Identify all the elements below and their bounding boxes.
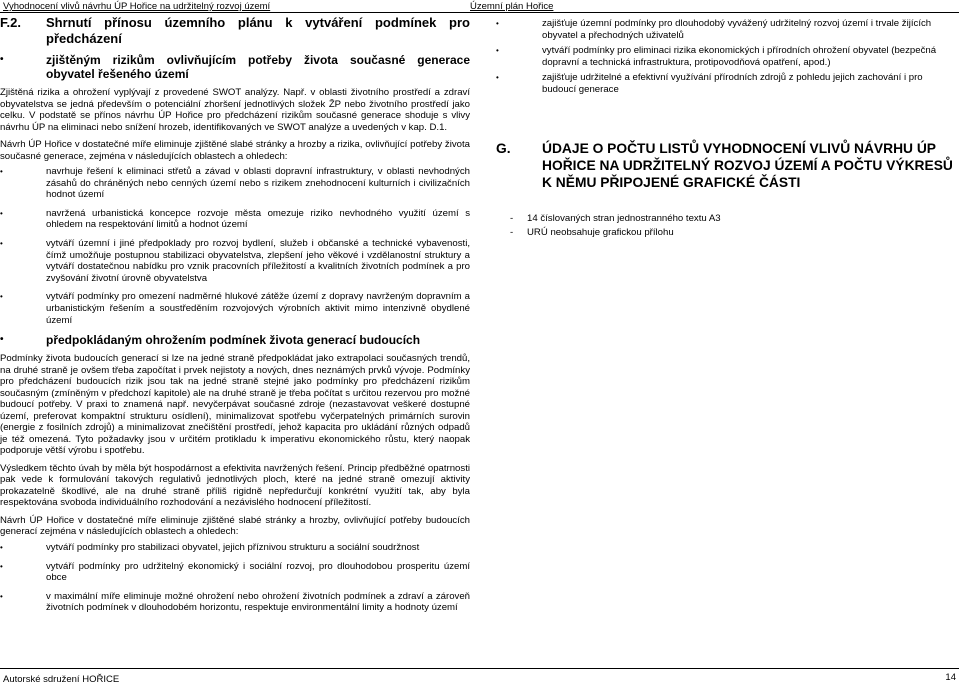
list-item: • vytváří podmínky pro omezení nadměrné hlukové zátěže území z dopravy navrženým dopravním a urbanistickým řešením a soustředěním rozvojových výrobních aktivit mimo intenzivně obydlené území <box>0 291 470 326</box>
list-item: • zajišťuje územní podmínky pro dlouhodobý vyvážený udržitelný rozvoj území i trvale žijících obyvatel a přechodných uživatelů <box>496 18 932 41</box>
section-title: Shrnutí přínosu územního plánu k vytváření podmínek pro předcházení <box>46 15 470 46</box>
right-column <box>496 18 958 242</box>
list-item: • vytváří podmínky pro stabilizaci obyvatel, jejich příznivou strukturu a sociální soudržnost <box>0 541 420 553</box>
bullet-icon: • <box>0 561 3 571</box>
dash-icon: - <box>510 212 514 224</box>
list-item: • vytváří podmínky pro eliminaci rizika ekonomických i přírodních ohrožení obyvatel (bezpečná dopravní a technická infrastruktura, protipovodňová opatření, apod.) <box>496 45 937 68</box>
list-item: • zajišťuje udržitelné a efektivní využívání přírodních zdrojů z pohledu jejich zachování i pro budoucí generace <box>496 72 923 95</box>
section-heading-f2 <box>0 15 470 47</box>
page-number: 14 <box>945 672 956 683</box>
section-number: F.2. <box>0 15 21 30</box>
bullet-icon: • <box>496 46 499 56</box>
list-item: • vytváří podmínky pro udržitelný ekonomický i sociální rozvoj, pro dlouhodobou prosperitu území obce <box>0 560 470 584</box>
list-future-generations <box>0 542 470 614</box>
paragraph-intro-future: Návrh ÚP Hořice v dostatečné míře eliminuje zjištěné slabé stránky a hrozby, ovlivňující potřeby budoucích generací zejména v následujících oblastech a ohledech: <box>0 514 470 538</box>
page-count-list <box>510 213 958 239</box>
bullet-icon: • <box>0 292 3 302</box>
list-item: • vytváří územní i jiné předpoklady pro rozvoj bydlení, služeb i občanské a technické vybavenosti, čímž umožňuje postupnou stabilizaci obyvatelstva, zlepšení jeho věkové i vzdělanostní struktury a vytváří dostatečnou nabídku pro vznik pracovních příležitostí a kvalitních životních podmínek a pro zvyšování životní úrovně obyvatelstva <box>0 237 470 284</box>
subheading-current-generation <box>0 53 470 81</box>
footer-author: Autorské sdružení HOŘICE <box>3 674 120 685</box>
footer-rule <box>0 668 959 669</box>
bullet-icon: • <box>0 54 4 65</box>
bullet-icon: • <box>0 334 4 346</box>
header-rule <box>0 12 959 13</box>
paragraph-intro-current: Návrh ÚP Hořice v dostatečné míře eliminuje zjištěné slabé stránky a hrozby a rizika, ovlivňující potřeby života současné generace, zejména v následujících oblastech a ohledech: <box>0 139 470 162</box>
bullet-icon: • <box>496 19 499 28</box>
subheading-text: předpokládaným ohrožením podmínek života generací budoucích <box>46 333 421 348</box>
bullet-icon: • <box>0 167 3 176</box>
list-item: • navržená urbanistická koncepce rozvoje města omezuje riziko nevhodného využití území s ohledem na respektování limitů a hodnot území <box>0 207 470 231</box>
section-number: G. <box>496 140 511 156</box>
list-item: • navrhuje řešení k eliminaci střetů a závad v oblasti dopravní infrastruktury, v oblasti nevhodných zásahů do chráněných nebo cenných území nebo s rizikem znehodnocení kulturních i civilizačních hodnot území <box>0 166 470 201</box>
header-document-title: Vyhodnocení vlivů návrhu ÚP Hořice na udržitelný rozvoj území <box>3 1 271 12</box>
list-future-generations-continued <box>496 18 958 96</box>
list-item: - 14 číslovaných stran jednostranného textu A3 <box>510 212 721 224</box>
page-header <box>0 0 959 14</box>
section-heading-g <box>496 140 958 191</box>
page-footer <box>0 668 959 685</box>
list-item: • v maximální míře eliminuje možné ohrožení nebo ohrožení životních podmínek a zdraví a zároveň životních podmínek v dlouhodobém horizontu, respektuje environmentální limity a hodnoty území <box>0 590 470 614</box>
paragraph-swot: Zjištěná rizika a ohrožení vyplývají z provedené SWOT analýzy. Např. v oblasti životního prostředí a zdraví obyvatelstva se jedná především o potenciální zhoršení jednotlivých složek ŽP nebo životního prostředí jako celku. V podstatě se přínos návrhu ÚP Hořice pro předcházení rizikům současné generace shoduje s vlivy návrhu ÚP na eliminaci nebo snížení hrozeb, identifikovaných ve SWOT analýze a uvedených v kap. D.1. <box>0 87 470 133</box>
bullet-icon: • <box>0 208 3 218</box>
bullet-icon: • <box>0 238 3 248</box>
left-column <box>0 15 470 621</box>
section-title: ÚDAJE O POČTU LISTŮ VYHODNOCENÍ VLIVŮ NÁVRHU ÚP HOŘICE NA UDRŽITELNÝ ROZVOJ ÚZEMÍ A POČTU VÝKRESŮ K NĚMU PŘIPOJENÉ GRAFICKÉ ČÁSTI <box>542 140 953 190</box>
subheading-text: zjištěným rizikům ovlivňujícím potřeby života současné generace obyvatel řešeného území <box>46 53 470 81</box>
header-plan-title: Územní plán Hořice <box>470 1 554 12</box>
subheading-future-generations <box>0 333 470 347</box>
bullet-icon: • <box>0 591 3 601</box>
paragraph-precaution: Výsledkem těchto úvah by měla být hospodárnost a efektivita navržených řešení. Princip předběžné opatrnosti pak vede k formulování takových regulativů jednotlivých ploch, které na jedné straně omezují aktivity prokazatelně škodlivé, ale na druhé straně příliš rigidně nepředurčují konkrétní využití tak, aby byla respektována svoboda individuálního rozhodování a nezávislého hodnocení příležitostí. <box>0 462 470 509</box>
dash-icon: - <box>510 227 514 239</box>
list-item: - URÚ neobsahuje grafickou přílohu <box>510 227 674 239</box>
paragraph-future-conditions: Podmínky života budoucích generací si lze na jedné straně předpokládat jako extrapolaci současných trendů, na druhé straně je ovšem třeba započítat i prvek nejistoty a nových, dnes neznámých prvků vývoje. Podmínky pro předcházení budoucích rizik jsou tak na jedné straně stejné jako podmínky pro předcházení rizikům současným (zmíněným v předchozí kapitole) ale na druhé straně je třeba počítat s určitou rezervou pro možné budoucí potřeby. V praxi to znamená např. nevyčerpávat současné zdroje (nezastavovat veškeré dostupné území, preferovat kompaktní strukturu osídlení), minimalizovat spotřebu vyčerpatelných primárních surovin (energie z fosilních zdrojů) a minimalizovat znečištění prostředí, jehož kapacita pro ukládání různých odpadů je též omezená. Tyto požadavky jsou v určitém protikladu k imperativu ekonomického růstu, který naopak podporuje větší výrobu i spotřebu. <box>0 353 470 457</box>
bullet-icon: • <box>0 542 3 552</box>
list-current-generation <box>0 166 470 326</box>
bullet-icon: • <box>496 73 499 83</box>
